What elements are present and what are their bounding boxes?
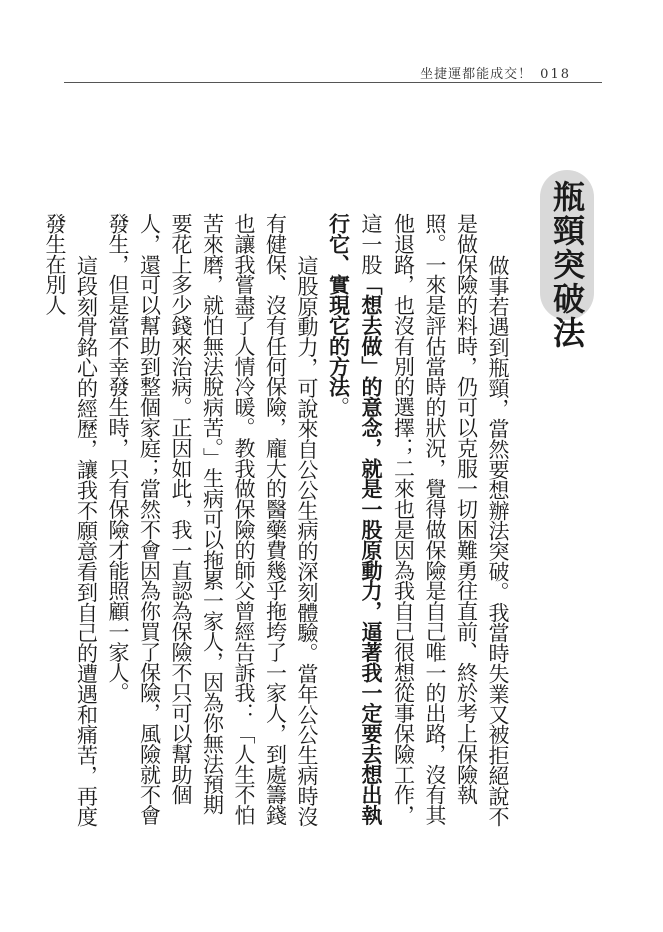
paragraph-1-text: 做事若遇到瓶頸，當然要想辦法突破。我當時失業又被拒絕說不是做保險的料時，仍可以克服一切困難勇往直前、終於考上保險執照。一來是評估當時的狀況，覺得做保險是自己唯一的出路，沒有其他退路，也沒有別的選擇；二來也是因為我自己很想從事保險工作，這一股 — [359, 213, 510, 827]
body-text — [39, 213, 514, 828]
paragraph-2: 這股原動力，可說來自公公生病的深刻體驗。當年公公生病時沒有健保、沒有任何保險，龐大的醫藥費幾乎拖垮了一家人，到處籌錢也讓我嘗盡了人情冷暖。教我做保險的師父曾經告訴我：「人生不怕苦來磨，就怕無法脫病苦。」生病可以拖累一家人，因為你無法預期要花上多少錢來治病。正因如此，我一直認為保險不只可以幫助個人，還可以幫助到整個家庭；當然不會因為你買了保險，風險就不會發生，但是當不幸發生時，只有保險才能照顧一家人。 — [106, 213, 319, 827]
running-header — [420, 63, 571, 82]
running-title: 坐捷運都能成交！ — [420, 67, 533, 82]
page-number: 018 — [540, 67, 571, 82]
paragraph-1-end: 。 — [326, 396, 351, 418]
header-rule — [64, 82, 602, 83]
paragraph-1 — [322, 213, 513, 828]
section-title: 瓶頸突破法 — [548, 180, 586, 350]
paragraph-3: 這段刻骨銘心的經歷，讓我不願意看到自己的遭遇和痛苦，再度發生在別人 — [43, 213, 99, 827]
paragraph-1-emphasis: 「想去做」的意念，就是一股原動力，逼著我一定要去想出執行它、實現它的方法 — [326, 213, 384, 826]
